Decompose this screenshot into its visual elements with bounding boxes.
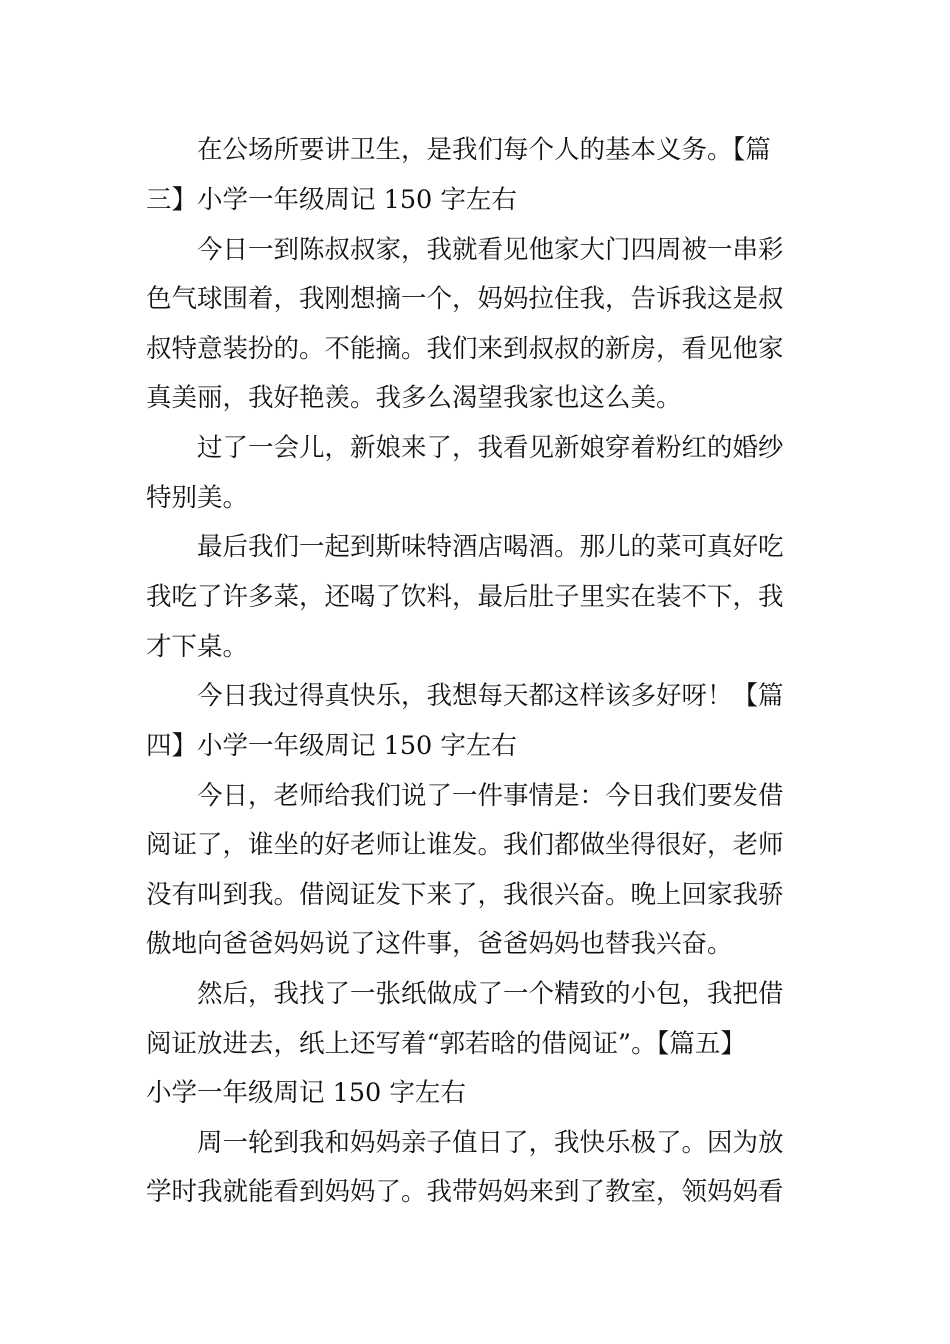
text-line: 我吃了许多菜，还喝了饮料，最后肚子里实在装不下，我 — [146, 582, 784, 612]
text-line: 小学一年级周记 150 字左右 — [146, 1078, 466, 1108]
text-line: 最后我们一起到斯味特酒店喝酒。那儿的菜可真好吃 — [197, 532, 784, 562]
text-line: 周一轮到我和妈妈亲子值日了，我快乐极了。因为放 — [197, 1128, 784, 1158]
text-line: 在公场所要讲卫生，是我们每个人的基本义务。【篇 — [197, 135, 771, 165]
text-line: 色气球围着，我刚想摘一个，妈妈拉住我，告诉我这是叔 — [146, 284, 784, 314]
text-line: 特别美。 — [146, 483, 249, 513]
text-line: 今日我过得真快乐，我想每天都这样该多好呀！【篇 — [197, 681, 784, 711]
text-line: 阅证了，谁坐的好老师让谁发。我们都做坐得很好，老师 — [146, 830, 784, 860]
text-line: 真美丽，我好艳羡。我多么渴望我家也这么美。 — [146, 383, 682, 413]
text-line: 四】小学一年级周记 150 字左右 — [146, 731, 517, 761]
text-line: 三】小学一年级周记 150 字左右 — [146, 185, 517, 215]
text-line: 学时我就能看到妈妈了。我带妈妈来到了教室，领妈妈看 — [146, 1177, 784, 1207]
text-line: 今日一到陈叔叔家，我就看见他家大门四周被一串彩 — [197, 235, 784, 265]
text-line: 过了一会儿，新娘来了，我看见新娘穿着粉红的婚纱 — [197, 433, 784, 463]
text-line: 然后，我找了一张纸做成了一个精致的小包，我把借 — [197, 979, 784, 1009]
text-line: 没有叫到我。借阅证发下来了，我很兴奋。晚上回家我骄 — [146, 880, 784, 910]
text-line: 今日，老师给我们说了一件事情是：今日我们要发借 — [197, 781, 784, 811]
text-line: 才下桌。 — [146, 632, 249, 662]
text-line: 傲地向爸爸妈妈说了这件事，爸爸妈妈也替我兴奋。 — [146, 929, 733, 959]
text-line: 叔特意装扮的。不能摘。我们来到叔叔的新房，看见他家 — [146, 334, 784, 364]
text-line: 阅证放进去，纸上还写着“郭若晗的借阅证”。【篇五】 — [146, 1029, 746, 1059]
